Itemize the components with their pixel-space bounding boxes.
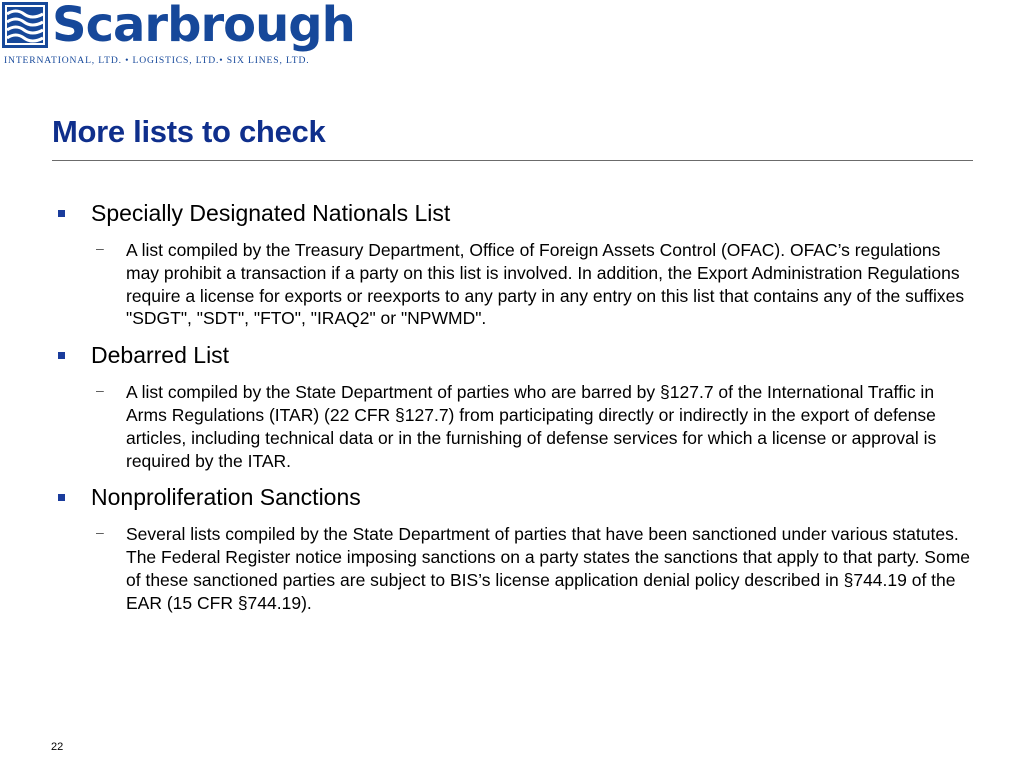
sub-bullet: [56, 239, 971, 330]
square-bullet-icon: [58, 210, 65, 217]
bullet-heading: [56, 198, 976, 228]
page-number: 22: [51, 741, 64, 753]
square-bullet-icon: [58, 494, 65, 501]
dash-bullet-icon: –: [96, 524, 104, 541]
sub-bullet: [56, 381, 971, 472]
logo-wordmark: Scarbrough: [52, 0, 355, 53]
square-bullet-icon: [58, 352, 65, 359]
sub-bullet-text: A list compiled by the State Department of parties who are barred by §127.7 of the International Traffic in Arms Regulations (ITAR) (22 CFR §127.7) from participating directly or indirectly in the export of defense articles, including technical data or in the furnishing of defense services for which a license or approval is required by the ITAR.: [126, 382, 937, 471]
bullet-heading-text: Nonproliferation Sanctions: [91, 484, 361, 511]
bullet-heading: [56, 482, 976, 512]
sub-bullet: [56, 523, 971, 614]
logo-tagline: INTERNATIONAL, LTD. • LOGISTICS, LTD.• SIX LINES, LTD.: [4, 55, 310, 66]
bullet-heading-text: Specially Designated Nationals List: [91, 200, 451, 226]
dash-bullet-icon: –: [96, 240, 104, 256]
dash-bullet-icon: –: [96, 382, 104, 399]
bullet-list: [56, 198, 976, 625]
title-divider: [52, 160, 973, 161]
bullet-heading: [56, 340, 976, 370]
page-title: More lists to check: [52, 114, 326, 149]
bullet-heading-text: Debarred List: [91, 342, 230, 369]
sub-bullet-text: Several lists compiled by the State Department of parties that have been sanctioned under various statutes. The Federal Register notice imposing sanctions on a party states the sanctions that apply to that party. Some of these sanctioned parties are subject to BIS’s license application denial policy described in §744.19 of the EAR (15 CFR §744.19).: [126, 524, 971, 613]
list-item: [56, 482, 976, 614]
scarbrough-logo: [2, 0, 355, 68]
list-item: [56, 198, 976, 330]
wave-emblem-icon: [2, 2, 48, 48]
sub-bullet-text: A list compiled by the Treasury Department, Office of Foreign Assets Control (OFAC). OFAC’s regulations may prohibit a transaction if a party on this list is involved. In addition, the Export Administration Regulations require a license for exports or reexports to any party in any entry on this list that contains any of the suffixes "SDGT", "SDT", "FTO", "IRAQ2" or "NPWMD".: [126, 240, 965, 329]
list-item: [56, 340, 976, 472]
